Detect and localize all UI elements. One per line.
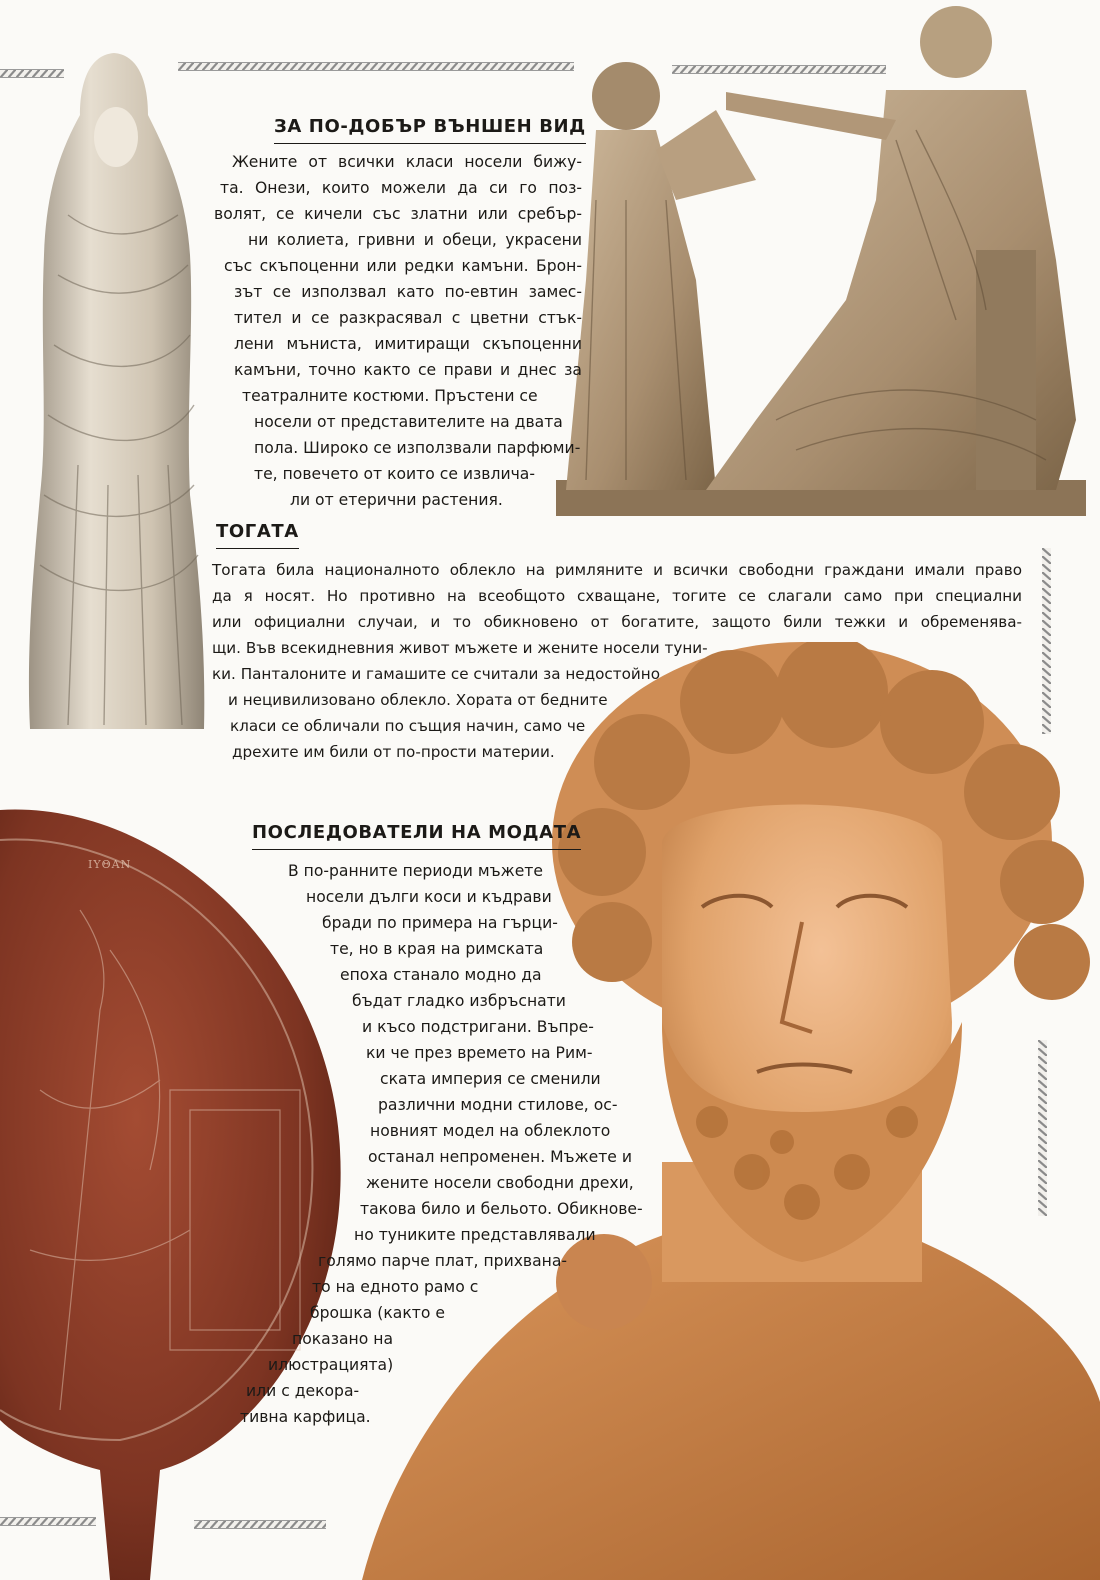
jewelry-line: театралните костюми. Пръстени се <box>242 387 538 405</box>
jewelry-line: волят, се кичели със златни или сребър- <box>214 205 582 223</box>
fashion-line: бради по примера на гърци- <box>322 914 558 932</box>
toga-line: дрехите им били от по-прости материи. <box>232 743 555 761</box>
toga-line: класи се обличали по същия начин, само че <box>230 717 586 735</box>
fashion-line: то на едното рамо с <box>312 1278 479 1296</box>
toga-section-heading: ТОГАТА <box>216 521 299 549</box>
jewelry-line: зът се използвал като по-евтин замес- <box>234 283 582 301</box>
seated-woman-with-child-relief-image <box>556 0 1086 518</box>
fashion-line: ки че през времето на Рим- <box>366 1044 593 1062</box>
fashion-line: те, но в края на римската <box>330 940 544 958</box>
jewelry-line: ни колиета, гривни и обеци, украсени <box>248 231 582 249</box>
fashion-line: жените носели свободни дрехи, <box>366 1174 634 1192</box>
fashion-line: новният модел на облеклото <box>370 1122 611 1140</box>
fashion-line: различни модни стилове, ос- <box>378 1096 618 1114</box>
fashion-line: голямо парче плат, прихвана- <box>318 1252 568 1270</box>
toga-line: ки. Панталоните и гамашите се считали за недостойно <box>212 665 660 683</box>
jewelry-line: пола. Широко се използвали парфюми- <box>254 439 581 457</box>
toga-line: Тогата била националното облекло на римляните и всички свободни граждани имали право <box>212 561 1022 579</box>
jewelry-line: носели от представителите на двата <box>254 413 563 431</box>
jewelry-line: Жените от всички класи носели бижу- <box>232 153 582 171</box>
toga-paragraph <box>212 557 1022 765</box>
jewelry-line: та. Онези, които можели да си го поз- <box>220 179 582 197</box>
fashion-line: но туниките представлявали <box>354 1226 596 1244</box>
fashion-line: показано на <box>292 1330 394 1348</box>
toga-line: или официални случаи, и то обикновено от богатите, защото били тежки и обременява- <box>212 613 1022 631</box>
jewelry-line: те, повечето от които се извлича- <box>254 465 535 483</box>
fashion-line: брошка (както е <box>310 1304 445 1322</box>
toga-line: да я носят. Но противно на всеобщото схващане, тогите се слагали само при специални <box>212 587 1022 605</box>
fashion-line: бъдат гладко избръснати <box>352 992 566 1010</box>
fashion-section-heading: ПОСЛЕДОВАТЕЛИ НА МОДАТА <box>252 822 581 850</box>
jewelry-line: със скъпоценни или редки камъни. Брон- <box>224 257 582 275</box>
jewelry-line: лени мъниста, имитиращи скъпоценни <box>234 335 582 353</box>
mirror-inscription: ΙΥΘΑΝ <box>88 858 132 871</box>
jewelry-section-heading: ЗА ПО-ДОБЪР ВЪНШЕН ВИД <box>274 116 586 144</box>
fashion-line: и късо подстригани. Въпре- <box>362 1018 594 1036</box>
fashion-line: тивна карфица. <box>240 1408 371 1426</box>
fashion-line: илюстрацията) <box>268 1356 394 1374</box>
rope-border-top-center <box>178 62 574 71</box>
fashion-line: останал непроменен. Мъжете и <box>368 1148 632 1166</box>
fashion-line: носели дълги коси и къдрави <box>306 888 552 906</box>
fashion-paragraph <box>228 858 668 1430</box>
jewelry-paragraph <box>214 149 582 513</box>
fashion-line: ската империя се сменили <box>380 1070 601 1088</box>
jewelry-line: камъни, точно както се прави и днес за <box>234 361 582 379</box>
fashion-line: В по-ранните периоди мъжете <box>288 862 543 880</box>
fashion-line: епоха станало модно да <box>340 966 542 984</box>
fashion-line: или с декора- <box>246 1382 360 1400</box>
veiled-woman-statue-image <box>18 45 210 735</box>
toga-line: щи. Във всекидневния живот мъжете и жените носели туни- <box>212 639 708 657</box>
toga-line: и нецивилизовано облекло. Хората от бедните <box>228 691 608 709</box>
jewelry-line: тител и се разкрасявал с цветни стък- <box>234 309 582 327</box>
fashion-line: такова било и бельото. Обикнове- <box>360 1200 643 1218</box>
jewelry-line: ли от етерични растения. <box>290 491 503 509</box>
